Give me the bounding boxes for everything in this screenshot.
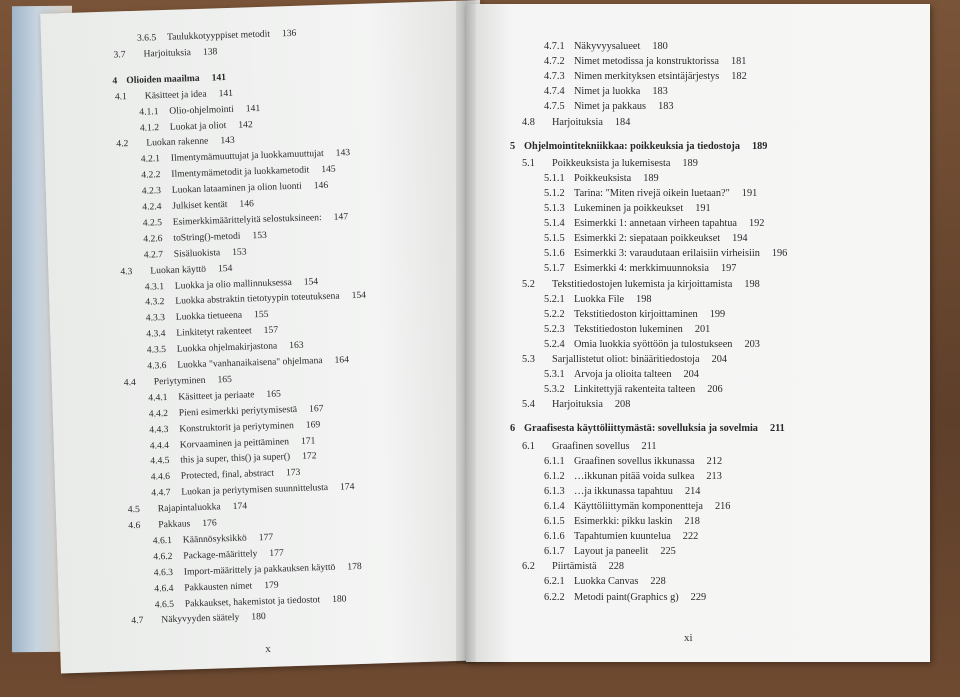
- toc-entry-page: 213: [706, 470, 722, 482]
- toc-entry-page: 174: [339, 481, 355, 493]
- toc-entry-number: 5.2.3: [544, 323, 565, 335]
- toc-entry-number: 5.1.2: [544, 187, 565, 199]
- toc-entry-number: 4.6.3: [153, 566, 174, 579]
- toc-entry-number: 5.1.6: [544, 248, 565, 260]
- toc-entry-title: Import-määrittely ja pakkauksen käyttö: [183, 561, 336, 578]
- toc-entry-title: Tekstitiedostojen lukemista ja kirjoittamista: [552, 278, 733, 290]
- toc-entry-title: Tekstitiedoston lukeminen: [574, 323, 683, 335]
- toc-entry-number: 4.7.5: [544, 101, 565, 113]
- toc-entry-page: 211: [641, 440, 657, 452]
- toc-entry-number: 4.7: [131, 615, 144, 627]
- toc-entry-title: Esimerkki 4: merkkimuunnoksia: [574, 263, 709, 275]
- toc-entry-number: 5.4: [522, 399, 535, 411]
- toc-entry-number: 4.2.6: [143, 232, 163, 245]
- toc-entry-number: 4.7.4: [544, 86, 565, 98]
- toc-entry-number: 4.2.1: [140, 153, 161, 166]
- toc-entry-title: Näkyvyyden säätely: [161, 612, 240, 626]
- toc-entry-title: Lukeminen ja poikkeukset: [574, 203, 684, 214]
- toc-entry-page: 183: [658, 101, 674, 113]
- toc-entry-title: Luokka tietueena: [175, 309, 243, 324]
- toc-entry-number: 5.3: [522, 354, 535, 365]
- toc-entry-page: 154: [303, 275, 319, 288]
- toc-entry-title: Pakkaus: [158, 518, 191, 531]
- toc-entry-page: 163: [289, 339, 304, 352]
- toc-entry-title: Esimerkki 3: varaudutaan erilaisiin virheisiin: [574, 248, 760, 260]
- toc-entry-page: 214: [684, 485, 701, 497]
- toc-entry-page: 146: [239, 198, 255, 210]
- toc-entry-title: Ilmentymämuuttujat ja luokkamuuttujat: [170, 148, 324, 165]
- toc-entry-page: 141: [245, 102, 261, 115]
- toc-entry-number: 4.4.1: [148, 391, 168, 404]
- toc-entry-title: Sarjallistetut oliot: binääritiedostoja: [552, 354, 700, 365]
- toc-entry-page: 177: [269, 547, 284, 559]
- toc-entry-number: 6: [510, 423, 516, 435]
- book-gutter: [456, 0, 476, 664]
- toc-entry-title: Korvaaminen ja peittäminen: [179, 435, 290, 451]
- toc-entry-number: 6.2.2: [544, 591, 565, 603]
- toc-entry-title: Taulukkotyyppiset metodit: [166, 28, 271, 43]
- toc-entry-title: Luokka ohjelmakirjastona: [176, 340, 278, 355]
- toc-entry-number: 4.6.2: [153, 550, 173, 563]
- toc-entry-number: 4.3: [120, 265, 133, 278]
- toc-entry-title: Luokka File: [574, 293, 625, 305]
- toc-entry-number: 6.1.7: [544, 546, 565, 558]
- toc-entry-number: 4.3.4: [146, 328, 166, 340]
- toc-entry-page: 180: [652, 41, 668, 52]
- toc-entry-page: 229: [690, 591, 707, 603]
- toc-entry-title: Harjoituksia: [143, 46, 192, 60]
- toc-entry-number: 6.1.2: [544, 470, 565, 482]
- toc-entry-page: 211: [769, 423, 785, 435]
- toc-entry-title: Esimerkki 1: annetaan virheen tapahtua: [574, 218, 737, 230]
- toc-entry-number: 5.1.3: [544, 203, 565, 214]
- toc-entry-title: Linkitettyjä rakenteita talteen: [574, 384, 696, 396]
- toc-entry-page: 179: [264, 579, 279, 591]
- toc-entry-title: Näkyvyysalueet: [574, 41, 641, 52]
- toc-entry-page: 169: [305, 418, 321, 431]
- toc-entry-number: 5.1.1: [544, 172, 565, 184]
- toc-entry-number: 5.1.5: [544, 233, 565, 245]
- toc-entry-title: Package-määrittely: [183, 548, 258, 562]
- toc-entry-title: Esimerkki 2: siepataan poikkeukset: [574, 233, 721, 245]
- toc-entry-page: 154: [217, 262, 233, 274]
- toc-entry-number: 3.7: [113, 49, 126, 61]
- toc-entry-page: 198: [744, 278, 760, 290]
- toc-entry-page: 171: [300, 434, 316, 447]
- toc-entry-number: 4.4.2: [148, 407, 169, 420]
- toc-entry-page: 138: [202, 46, 218, 58]
- toc-entry-title: Periytyminen: [153, 374, 206, 388]
- toc-entry-page: 216: [714, 500, 731, 512]
- toc-entry-number: 4.1.1: [139, 105, 159, 118]
- toc-entry-page: 141: [218, 87, 234, 99]
- toc-entry-title: Graafinen sovellus: [552, 440, 630, 452]
- toc-entry-title: Layout ja paneelit: [574, 546, 649, 558]
- toc-entry-title: Luokan ja periytymisen suunnittelusta: [181, 482, 329, 498]
- toc-entry-number: 4.2.5: [142, 216, 163, 229]
- toc-entry-page: 177: [258, 531, 274, 544]
- toc-entry-page: 201: [694, 323, 711, 335]
- toc-entry-title: Ilmentymämetodit ja luokkametodit: [171, 164, 310, 180]
- toc-entry-number: 5.3.2: [544, 384, 565, 396]
- toc-entry-title: Pieni esimerkki periytymisestä: [178, 403, 298, 419]
- toc-entry-number: 5.1: [522, 157, 535, 169]
- toc-entry-title: Pakkausten nimet: [184, 580, 253, 594]
- toc-entry-title: Metodi paint(Graphics g): [574, 591, 679, 603]
- toc-entry-page: 157: [263, 324, 279, 337]
- toc-entry-number: 6.1.6: [544, 531, 565, 543]
- toc-entry-number: 4.6: [128, 519, 141, 532]
- right-folio: xi: [684, 632, 693, 644]
- toc-entry-number: 4.1.2: [139, 121, 160, 134]
- toc-entry-title: Luokan rakenne: [146, 135, 209, 149]
- toc-entry-title: Nimet metodissa ja konstruktorissa: [574, 56, 719, 68]
- toc-entry-page: 208: [614, 399, 631, 411]
- toc-entry-title: Omia luokkia syöttöön ja tulostukseen: [574, 338, 733, 350]
- toc-entry-page: 184: [614, 116, 631, 128]
- toc-entry-page: 197: [721, 263, 737, 275]
- toc-entry-title: Konstruktorit ja periytyminen: [179, 419, 295, 435]
- toc-entry-title: Piirtämistä: [552, 561, 597, 573]
- toc-entry-number: 4.8: [522, 116, 535, 128]
- toc-entry-title: Ohjelmointitekniikkaa: poikkeuksia ja tiedostoja: [524, 140, 740, 152]
- toc-entry-number: 4.3.2: [145, 296, 165, 309]
- toc-entry-title: Protected, final, abstract: [180, 468, 275, 482]
- toc-entry-title: Tarina: "Miten rivejä oikein luetaan?": [574, 187, 730, 199]
- toc-entry-title: Olioiden maailma: [126, 72, 200, 86]
- toc-entry-number: 5.2.1: [544, 293, 565, 305]
- toc-entry-page: 174: [232, 500, 248, 513]
- toc-entry-page: 165: [217, 373, 233, 386]
- toc-entry-title: Graafisesta käyttöliittymästä: sovelluksia ja sovelmia: [524, 423, 758, 435]
- toc-entry-page: 204: [711, 354, 728, 365]
- toc-entry-page: 180: [331, 592, 347, 605]
- toc-entry-page: 222: [682, 531, 699, 543]
- toc-entry-number: 6.2: [522, 561, 535, 573]
- toc-entry-number: 4.2.7: [143, 248, 164, 261]
- toc-entry-number: 5: [510, 140, 516, 152]
- toc-entry-number: 4.3.3: [145, 312, 166, 324]
- toc-entry-title: Pakkaukset, hakemistot ja tiedostot: [184, 593, 321, 610]
- toc-entry-page: 146: [313, 179, 329, 192]
- toc-entry-page: 199: [709, 308, 726, 320]
- toc-entry-title: Käyttöliittymän komponentteja: [574, 500, 703, 512]
- toc-entry-page: 180: [251, 611, 266, 623]
- toc-entry-page: 225: [660, 546, 676, 558]
- toc-entry-title: Käännösyksikkö: [182, 532, 247, 546]
- toc-entry-page: 147: [333, 211, 349, 223]
- toc-entry-page: 155: [253, 309, 269, 321]
- toc-entry-number: 4.2.3: [141, 185, 162, 197]
- toc-entry-title: Luokka Canvas: [574, 576, 639, 588]
- toc-entry-title: Luokan käyttö: [150, 263, 207, 277]
- toc-entry-title: Esimerkkimäärittelyitä selostuksineen:: [172, 211, 322, 228]
- toc-entry-title: Luokan lataaminen ja olion luonti: [171, 180, 302, 196]
- toc-entry-page: 153: [231, 246, 247, 258]
- toc-entry-title: Nimet ja pakkaus: [574, 101, 647, 113]
- toc-entry-page: 203: [744, 338, 760, 350]
- toc-entry-number: 6.1: [522, 440, 535, 452]
- toc-entry-number: 6.1.3: [544, 485, 565, 497]
- toc-entry-page: 154: [351, 290, 367, 302]
- toc-entry-title: Julkiset kentät: [172, 199, 228, 212]
- toc-entry-page: 178: [347, 560, 362, 573]
- toc-entry-title: …ja ikkunassa tapahtuu: [574, 485, 673, 497]
- toc-entry-number: 4.7.2: [544, 56, 565, 68]
- toc-entry-number: 4.4.3: [149, 423, 169, 436]
- toc-entry-number: 4.7.1: [544, 41, 565, 52]
- toc-entry-page: 189: [751, 140, 768, 152]
- toc-entry-title: Luokka abstraktin tietotyypin toteutuksena: [175, 290, 340, 308]
- toc-entry-page: 189: [682, 157, 698, 169]
- toc-entry-title: Rajapintaluokka: [157, 501, 221, 515]
- toc-entry-number: 5.2.4: [544, 338, 565, 350]
- toc-entry-page: 136: [281, 27, 297, 40]
- toc-entry-title: Nimen merkityksen etsintäjärjestys: [574, 71, 720, 83]
- toc-entry-page: 196: [771, 248, 788, 260]
- toc-entry-number: 4.6.5: [154, 598, 175, 611]
- toc-entry-page: 198: [636, 293, 652, 305]
- toc-entry-page: 143: [220, 135, 235, 147]
- toc-entry-page: 153: [252, 229, 267, 242]
- toc-entry-title: …ikkunan pitää voida sulkea: [574, 470, 695, 482]
- toc-entry-title: Käsitteet ja idea: [144, 88, 207, 102]
- toc-entry-number: 5.3.1: [544, 369, 565, 381]
- toc-entry-number: 5.2: [522, 278, 535, 290]
- toc-entry-number: 4.4.7: [151, 487, 171, 499]
- toc-entry-number: 4.5: [127, 504, 141, 516]
- toc-entry-number: 4.2: [116, 138, 129, 150]
- toc-entry-page: 165: [266, 388, 282, 400]
- toc-entry-number: 6.1.4: [544, 500, 565, 512]
- toc-entry-page: 189: [643, 172, 659, 184]
- toc-entry-title: Luokat ja oliot: [169, 119, 227, 133]
- toc-entry-page: 172: [302, 450, 317, 463]
- toc-entry-page: 176: [202, 517, 217, 529]
- toc-entry-title: Arvoja ja olioita talteen: [574, 369, 672, 381]
- toc-entry-page: 206: [707, 384, 723, 396]
- toc-entry-page: 192: [748, 218, 765, 230]
- toc-entry-number: 4.4: [123, 376, 137, 389]
- toc-entry-number: 4.3.5: [146, 344, 167, 356]
- toc-entry-number: 4.3.1: [144, 280, 165, 293]
- toc-entry-page: 181: [731, 56, 747, 68]
- toc-entry-title: toString()-metodi: [173, 230, 241, 244]
- toc-entry-page: 212: [706, 455, 723, 467]
- toc-entry-number: 4: [112, 75, 118, 87]
- toc-entry-number: 4.6.1: [152, 534, 173, 547]
- toc-entry-page: 167: [308, 402, 324, 415]
- toc-entry-title: Graafinen sovellus ikkunassa: [574, 455, 695, 467]
- toc-entry-title: Poikkeuksista ja lukemisesta: [552, 157, 671, 169]
- toc-entry-number: 6.1.5: [544, 516, 565, 527]
- toc-entry-number: 3.6.5: [136, 32, 157, 44]
- toc-entry-title: Tekstitiedoston kirjoittaminen: [574, 308, 698, 320]
- toc-entry-title: Poikkeuksista: [574, 172, 632, 184]
- toc-entry-number: 6.2.1: [544, 576, 565, 588]
- toc-entry-number: 4.1: [114, 90, 128, 103]
- toc-entry-title: Sisäluokista: [173, 246, 221, 260]
- toc-entry-number: 5.1.4: [544, 218, 565, 230]
- toc-entry-page: 145: [321, 163, 336, 176]
- toc-entry-number: 5.2.2: [544, 308, 565, 320]
- toc-entry-title: Linkitetyt rakenteet: [176, 325, 252, 339]
- toc-entry-number: 4.2.2: [141, 169, 161, 181]
- toc-entry-title: this ja super, this() ja super(): [180, 451, 291, 467]
- toc-entry-page: 183: [652, 86, 668, 98]
- toc-entry-page: 182: [731, 71, 747, 83]
- toc-entry-title: Tapahtumien kuuntelua: [574, 531, 671, 543]
- toc-entry-page: 218: [684, 516, 700, 527]
- toc-entry-page: 141: [211, 71, 227, 84]
- toc-entry-page: 164: [334, 354, 350, 366]
- toc-entry-page: 143: [335, 147, 351, 159]
- toc-entry-number: 6.1.1: [544, 455, 565, 467]
- toc-entry-title: Käsitteet ja periaate: [178, 389, 255, 403]
- toc-entry-title: Olio-ohjelmointi: [169, 103, 234, 117]
- toc-entry-page: 228: [650, 576, 666, 588]
- left-page: [40, 0, 501, 673]
- toc-entry-title: Nimet ja luokka: [574, 86, 641, 98]
- toc-entry-page: 173: [285, 467, 301, 479]
- left-folio: x: [265, 642, 271, 656]
- toc-entry-page: 191: [695, 203, 711, 214]
- toc-entry-title: Luokka ja olio mallinnuksessa: [174, 276, 292, 292]
- toc-entry-page: 194: [732, 233, 748, 245]
- toc-entry-number: 4.4.5: [150, 455, 170, 467]
- toc-entry-page: 142: [238, 118, 253, 131]
- toc-entry-title: Luokka "vanhanaikaisena" ohjelmana: [177, 355, 323, 371]
- toc-entry-number: 4.7.3: [544, 71, 565, 83]
- toc-entry-number: 4.2.4: [142, 201, 162, 213]
- toc-entry-title: Harjoituksia: [552, 399, 603, 411]
- toc-entry-page: 191: [741, 187, 758, 199]
- toc-entry-page: 228: [608, 561, 625, 573]
- right-page: [466, 4, 930, 662]
- toc-entry-number: 5.1.7: [544, 263, 565, 275]
- toc-entry-title: Harjoituksia: [552, 116, 603, 128]
- toc-entry-number: 4.4.4: [149, 439, 170, 452]
- toc-entry-number: 4.3.6: [147, 360, 167, 372]
- toc-entry-number: 4.6.4: [154, 582, 174, 595]
- toc-entry-number: 4.4.6: [150, 471, 171, 483]
- toc-entry-title: Esimerkki: pikku laskin: [574, 516, 673, 527]
- toc-entry-page: 204: [683, 369, 699, 381]
